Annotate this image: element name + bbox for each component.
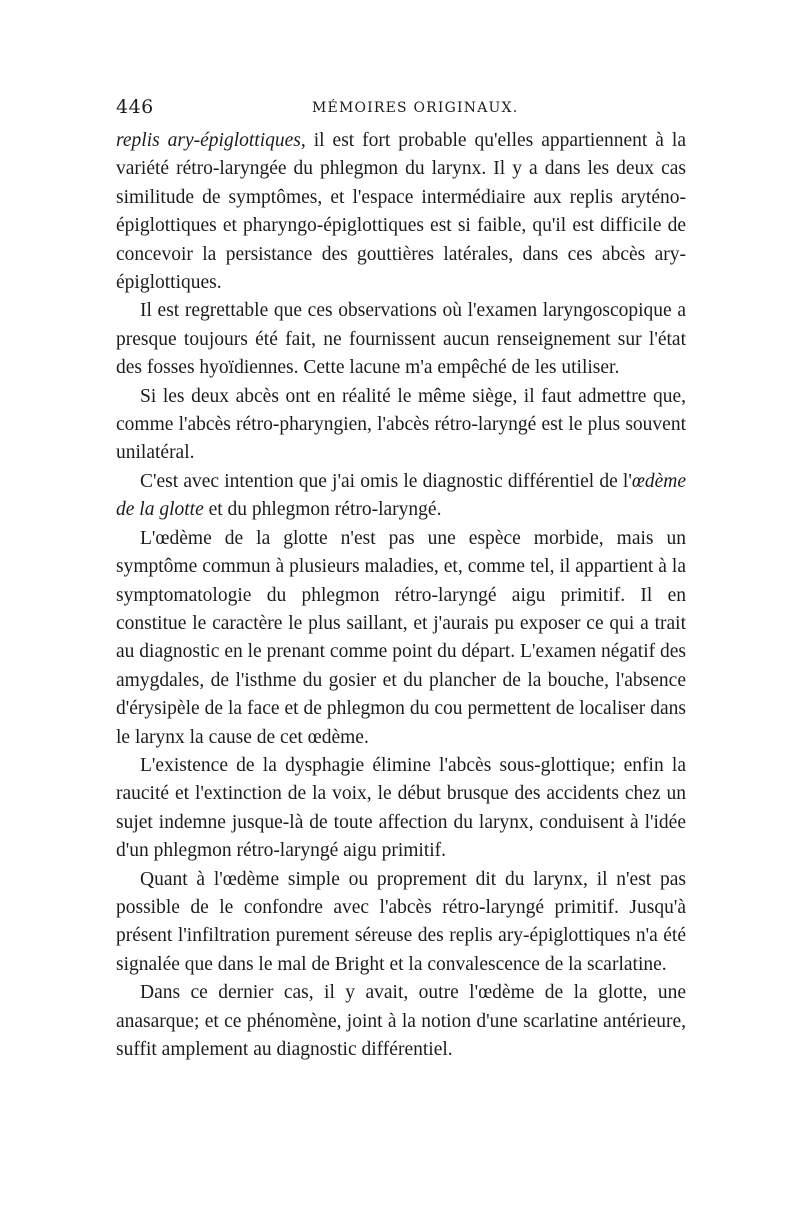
paragraph-6: L'existence de la dysphagie élimine l'abcès sous-glottique; enfin la raucité et l'extinction de la voix, le début brusque des accidents chez un sujet indemne jusque-là de toute affection du larynx, conduisent à l'idée d'un phlegmon rétro-laryngé aigu primitif.: [116, 754, 686, 862]
paragraph-3: Si les deux abcès ont en réalité le même siège, il faut admettre que, comme l'abcès rétro-pharyngien, l'abcès rétro-laryngé est le plus souvent unilatéral.: [116, 385, 686, 464]
page-number: 446: [116, 96, 154, 118]
paragraph-1: [116, 127, 686, 297]
body-text: [116, 127, 686, 1064]
paragraph-text: il est fort probable qu'elles appartiennent à la variété rétro-laryngée du phlegmon du larynx. Il y a dans les deux cas similitude de symptômes, et l'espace intermédiaire aux replis aryténo-épiglottiques et pharyngo-épiglottiques est si faible, qu'il est difficile de concevoir la persistance des gouttières latérales, dans ces abcès ary-épiglottiques.: [116, 130, 686, 294]
italic-term: œdème de la glotte: [116, 470, 686, 521]
paragraph-4: [116, 468, 686, 525]
italic-term: replis ary-épiglottiques,: [116, 130, 306, 151]
paragraph-text: C'est avec intention que j'ai omis le diagnostic différentiel de l': [140, 470, 632, 492]
paragraph-5: L'œdème de la glotte n'est pas une espèce morbide, mais un symptôme commun à plusieurs maladies, et, comme tel, il appartient à la symptomatologie du phlegmon rétro-laryngé aigu primitif. Il en constitue le caractère le plus saillant, et j'aurais pu exposer ce qui a trait au diagnostic en le prenant comme point du départ. L'examen négatif des amygdales, de l'isthme du gosier et du plancher de la bouche, l'absence d'érysipèle de la face et de phlegmon du cou permettent de localiser dans le larynx la cause de cet œdème.: [116, 527, 686, 748]
running-title: MÉMOIRES ORIGINAUX.: [312, 100, 519, 116]
paragraph-text: et du phlegmon rétro-laryngé.: [203, 499, 442, 521]
page-header: [116, 96, 686, 126]
paragraph-8: Dans ce dernier cas, il y avait, outre l'œdème de la glotte, une anasarque; et ce phénomène, joint à la notion d'une scarlatine antérieure, suffit amplement au diagnostic différentiel.: [116, 982, 686, 1060]
paragraph-7: Quant à l'œdème simple ou proprement dit du larynx, il n'est pas possible de le confondre avec l'abcès rétro-laryngé primitif. Jusqu'à présent l'infiltration purement séreuse des replis ary-épiglottiques n'a été signalée que dans le mal de Bright et la convalescence de la scarlatine.: [116, 868, 686, 975]
paragraph-2: Il est regrettable que ces observations où l'examen laryngoscopique a presque toujours été fait, ne fournissent aucun renseignement sur l'état des fosses hyoïdiennes. Cette lacune m'a empêché de les utiliser.: [116, 300, 686, 379]
